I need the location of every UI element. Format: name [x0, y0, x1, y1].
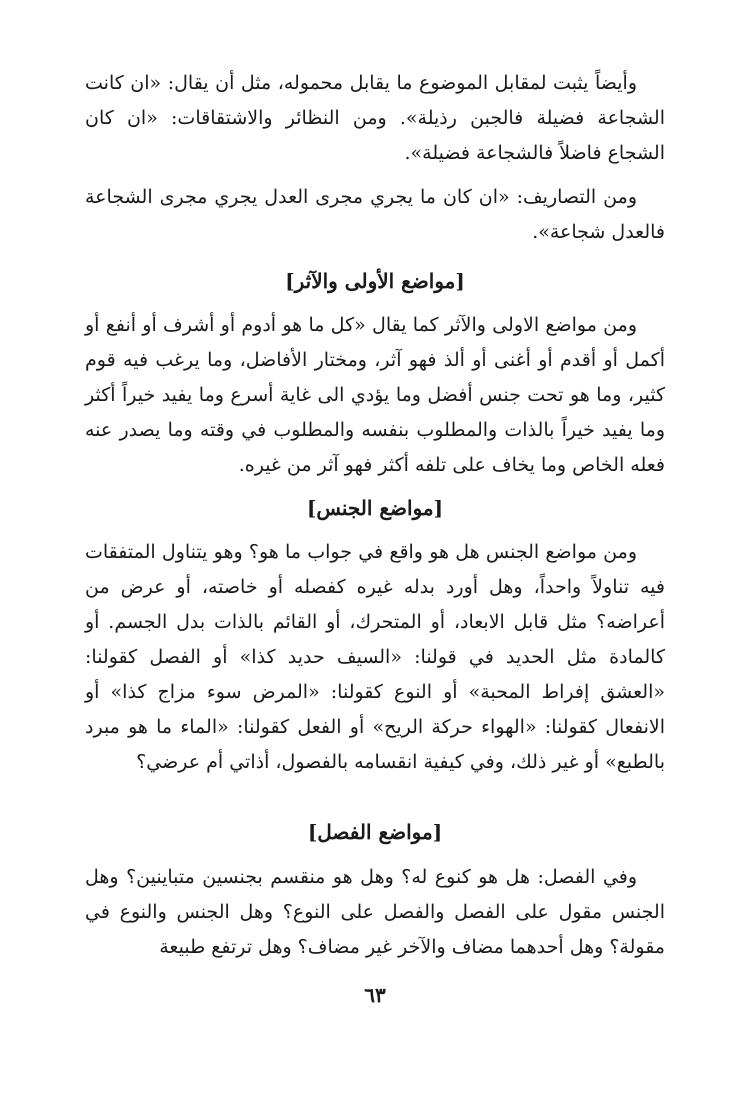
- paragraph-differentia: وفي الفصل: هل هو كنوع له؟ وهل هو منقسم بجنسين متباينين؟ وهل الجنس مقول على الفصل والفصل على النوع؟ وهل الجنس والنوع في مقولة؟ وهل أحدهما مضاف والآخر غير مضاف؟ وهل ترتفع طبيعة: [85, 866, 665, 958]
- page-number: ٦٣: [364, 983, 386, 1007]
- paragraph-preference: ومن مواضع الاولى والآثر كما يقال «كل ما هو أدوم أو أشرف أو أنفع أو أكمل أو أقدم أو أغنى أو ألذ فهو آثر، ومختار الأفاضل، وما يرغب فيه قوم كثير، وما هو تحت جنس أفضل وما يؤدي الى غاية أسرع وما يفيد خيراً أكثر وما يفيد خيراً بالذات والمطلوب بنفسه والمطلوب في وقته وما يصدر عنه فعله الخاص وما يخاف على تلفه أكثر فهو آثر من غيره.: [85, 314, 665, 476]
- section-heading-differentia: [مواضع الفصل]: [307, 820, 443, 844]
- section-heading-preference: [مواضع الأولى والآثر]: [285, 269, 465, 293]
- section-heading-genus: [مواضع الجنس]: [306, 496, 444, 520]
- paragraph-inflections: ومن التصاريف: «ان كان ما يجري مجرى العدل يجري مجرى الشجاعة فالعدل شجاعة».: [85, 186, 665, 243]
- paragraph-opposites: وأيضاً يثبت لمقابل الموضوع ما يقابل محموله، مثل أن يقال: «ان كانت الشجاعة فضيلة فالجبن رذيلة». ومن النظائر والاشتقاقات: «ان كان الشجاع فاضلاً فالشجاعة فضيلة».: [85, 72, 665, 164]
- paragraph-genus: ومن مواضع الجنس هل هو واقع في جواب ما هو؟ وهو يتناول المتفقات فيه تناولاً واحداً، وهل أورد بدله غيره كفصله أو خاصته، أو عرض من أعراضه؟ مثل قابل الابعاد، أو المتحرك، أو القائم بالذات بدل الجسم. أو كالمادة مثل الحديد في قولنا: «السيف حديد كذا» أو الفصل كقولنا: «العشق إفراط المحبة» أو النوع كقولنا: «المرض سوء مزاج كذا» أو الانفعال كقولنا: «الهواء حركة الريح» أو الفعل كقولنا: «الماء ما هو مبرد بالطبع» أو غير ذلك، وفي كيفية انقسامه بالفصول، أذاتي أم عرضي؟: [85, 541, 665, 773]
